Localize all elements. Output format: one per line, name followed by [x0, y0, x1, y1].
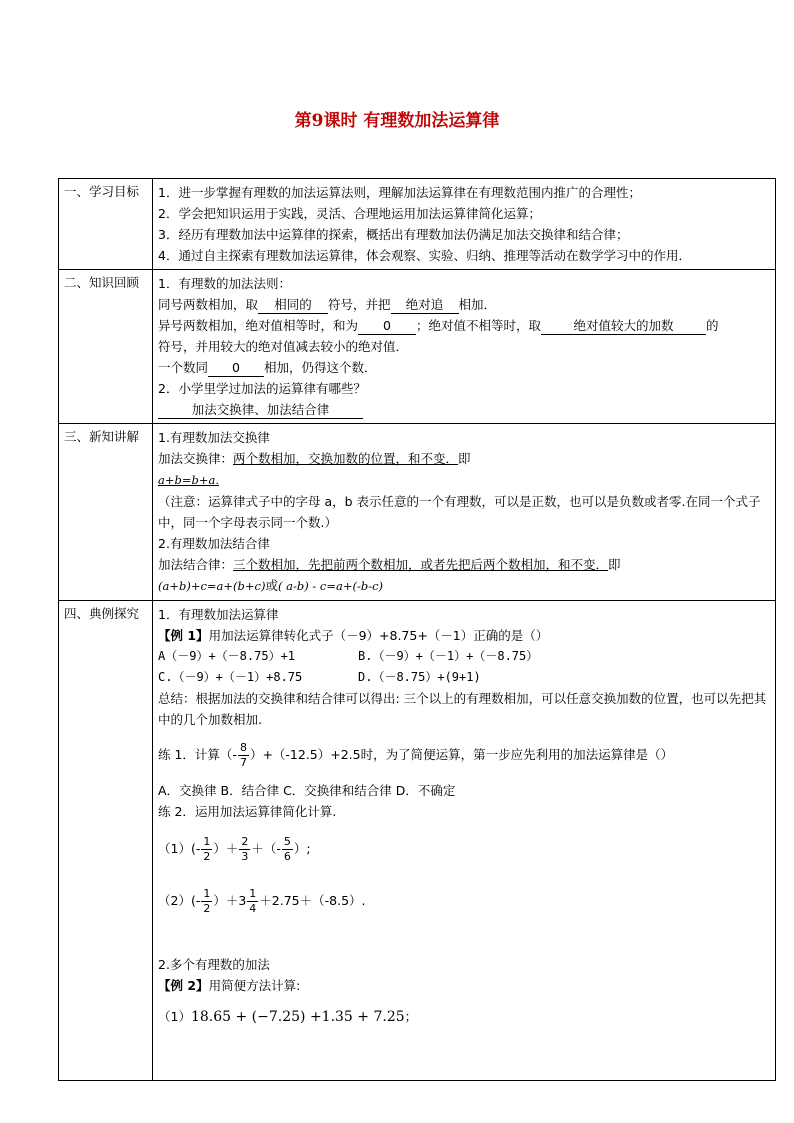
practice-1 — [158, 740, 770, 770]
goal-item: 2．学会把知识运用于实践，灵活、合理地运用加法运算律简化运算； — [158, 206, 541, 221]
text: 相加，仍得这个数． — [264, 360, 377, 375]
question-1 — [158, 832, 770, 866]
denominator: 3 — [241, 850, 249, 863]
numerator: 1 — [203, 887, 211, 900]
text: 符号，并把 — [328, 297, 391, 312]
text: 一个数同 — [158, 360, 209, 375]
denominator: 6 — [283, 850, 291, 863]
review-line — [158, 399, 770, 420]
page-title: 第9课时 有理数加法运算律 — [294, 111, 500, 131]
text: 同号两数相加，取 — [158, 297, 259, 312]
text: 用简便方法计算: — [208, 978, 301, 993]
text: 用加法运算律转化式子（－9）+8.75+（－1）正确的是（） — [208, 628, 549, 643]
formula: a+b=b+a. — [158, 473, 219, 487]
practice-1-options: A．交换律 B．结合律 C．交换律和结合律 D．不确定 — [158, 783, 456, 798]
goals-content — [153, 179, 776, 270]
example-2-question-1 — [158, 1006, 770, 1028]
subheading: 2.有理数加法结合律 — [158, 536, 270, 551]
new-knowledge-label: 三、新知讲解 — [59, 424, 153, 601]
review-line: 2．小学里学过加法的运算律有哪些？ — [158, 381, 366, 396]
review-line — [158, 357, 770, 378]
numerator: 8 — [239, 741, 247, 754]
fraction — [282, 835, 293, 864]
goal-item: 3．经历有理数加法中运算律的探索，概括出有理数加法仍满足加法交换律和结合律； — [158, 227, 629, 242]
example-tag: 【例 1】 — [158, 628, 209, 643]
new-knowledge-row — [59, 424, 776, 601]
numerator: 5 — [283, 835, 291, 848]
fraction — [238, 741, 249, 770]
lesson-table — [58, 178, 776, 1081]
text: （2）(- — [158, 893, 201, 908]
fill-blank: 绝对追 — [391, 297, 459, 314]
numerator: 2 — [241, 835, 249, 848]
denominator: 2 — [203, 850, 211, 863]
option-a: A（－9）+（－8.75）+1 — [158, 649, 296, 663]
text: 加法交换律： — [158, 451, 234, 466]
example-1 — [158, 625, 770, 646]
text: ）＋3 — [213, 893, 247, 908]
formula: 18.65 + (−7.25) +1.35 + 7.25 — [190, 1009, 405, 1025]
text: （1）(- — [158, 841, 201, 856]
formula: ( a-b) - c=a+(-b-c) — [277, 579, 384, 593]
text: 练 1．计算（- — [158, 747, 237, 762]
text: 即 — [458, 451, 471, 466]
goal-item: 4．通过自主探索有理数加法运算律，体会观察、实验、归纳、推理等活动在数学学习中的作用． — [158, 248, 691, 263]
practice-2: 练 2．运用加法运算律简化计算. — [158, 804, 337, 819]
text: ＋2.75＋（-8.5）. — [259, 893, 366, 908]
text: 异号两数相加，绝对值相等时，和为 — [158, 318, 359, 333]
examples-content — [153, 601, 776, 1081]
formula-line — [158, 469, 770, 491]
review-line: 符号，并用较大的绝对值减去较小的绝对值． — [158, 339, 409, 354]
text: ＋（- — [251, 841, 281, 856]
denominator: 4 — [249, 902, 257, 915]
goal-item: 1．进一步掌握有理数的加法运算法则，理解加法运算律在有理数范围内推广的合理性； — [158, 185, 641, 200]
text: ）＋ — [213, 841, 239, 856]
option-b: B.（－9）+（－1）+（－8.75） — [358, 649, 539, 663]
summary: 总结：根据加法的交换律和结合律可以得出: 三个以上的有理数相加，可以任意交换加数的位置，也可以先把其中的几个加数相加. — [158, 691, 767, 727]
denominator: 2 — [203, 902, 211, 915]
text: 加法结合律： — [158, 557, 234, 572]
fraction — [201, 835, 212, 864]
formula-line — [158, 575, 770, 597]
question-2 — [158, 884, 770, 918]
options-row — [158, 667, 770, 688]
example-tag: 【例 2】 — [158, 978, 209, 993]
option-d: D.（－8.75）+(9+1) — [358, 670, 481, 684]
fill-blank: 0 — [208, 360, 264, 377]
review-line — [158, 315, 770, 336]
text: ； — [404, 1009, 418, 1024]
answer-text: 两个数相加，交换加数的位置，和不变． — [233, 451, 459, 466]
review-label: 二、知识回顾 — [59, 270, 153, 424]
fraction — [239, 835, 250, 864]
text: 即 — [608, 557, 621, 572]
fraction — [201, 887, 212, 916]
review-line — [158, 294, 770, 315]
numerator: 1 — [203, 835, 211, 848]
subheading: 2.多个有理数的加法 — [158, 957, 270, 972]
review-row — [59, 270, 776, 424]
subheading: 1.有理数加法交换律 — [158, 430, 270, 445]
text: （1） — [158, 1009, 191, 1024]
text: ）+（-12.5）+2.5时，为了简便运算，第一步应先利用的加法运算律是（） — [249, 747, 674, 762]
goals-label: 一、学习目标 — [59, 179, 153, 270]
numerator: 1 — [249, 887, 257, 900]
law-line — [158, 448, 770, 469]
fraction — [247, 887, 258, 916]
review-line: 1．有理数的加法法则： — [158, 276, 291, 291]
law-line — [158, 554, 770, 575]
text: 相加． — [458, 297, 497, 312]
note: （注意：运算律式子中的字母 a，b 表示任意的一个有理数，可以是正数，也可以是负数或者零.在同一个式子中，同一个字母表示同一个数.） — [158, 494, 761, 530]
text: 或 — [265, 578, 278, 593]
goals-row — [59, 179, 776, 270]
fill-blank: 相同的 — [258, 297, 328, 314]
new-knowledge-content — [153, 424, 776, 601]
review-content — [153, 270, 776, 424]
formula: (a+b)+c=a+(b+c) — [158, 579, 266, 593]
denominator: 7 — [239, 756, 247, 769]
option-c: C.（－9）+（－1）+8.75 — [158, 670, 303, 684]
options-row — [158, 646, 770, 667]
text: ；绝对值不相等时，取 — [416, 318, 542, 333]
text: ）; — [293, 841, 311, 856]
examples-label: 四、典例探究 — [59, 601, 153, 1081]
answer-text: 三个数相加，先把前两个数相加，或者先把后两个数相加，和不变． — [233, 557, 609, 572]
fill-blank: 绝对值较大的加数 — [541, 318, 706, 335]
text: 的 — [706, 318, 719, 333]
subheading: 1．有理数加法运算律 — [158, 607, 279, 622]
fill-blank: 加法交换律、加法结合律 — [158, 402, 363, 419]
fill-blank: 0 — [358, 318, 416, 335]
examples-row — [59, 601, 776, 1081]
example-2 — [158, 975, 770, 996]
